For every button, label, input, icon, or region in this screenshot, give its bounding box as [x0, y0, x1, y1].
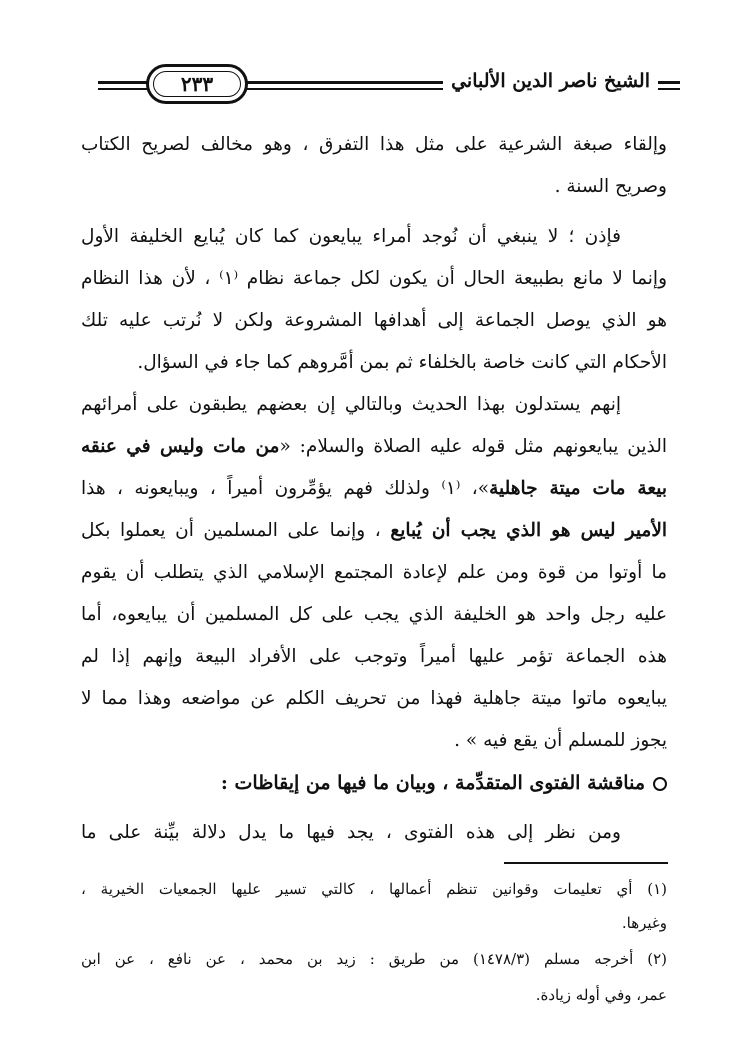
text-line: يجوز للمسلم أن يقع فيه » . — [454, 730, 667, 751]
text-line: عليه رجل واحد هو الخليفة الذي يجب على كل المسلمين أن يبايعوه، أما — [81, 604, 667, 625]
text-line: يبايعوه ماتوا ميتة جاهلية فهذا من تحريف الكلم عن مواضعه وهذا مما لا — [81, 688, 667, 709]
hadith-quote: من مات وليس في عنقه — [81, 436, 280, 457]
text-line: وصريح السنة . — [554, 176, 667, 197]
footnote-line: (١) أي تعليمات وقوانين تنظم أعمالها ، كالتي تسير عليها الجمعيات الخيرية ، — [81, 880, 667, 898]
emphasis-text: الأمير ليس هو الذي يجب أن يُبايع — [390, 520, 668, 541]
hadith-quote: بيعة مات ميتة جاهلية — [489, 478, 667, 499]
running-title: الشيخ ناصر الدين الألباني — [443, 66, 658, 96]
text-line: وإلقاء صبغة الشرعية على مثل هذا التفرق ، وهو مخالف لصريح الكتاب — [81, 134, 667, 155]
text-line: الأحكام التي كانت خاصة بالخلفاء ثم بمن أمَّروهم كما جاء في السؤال. — [137, 352, 667, 373]
footnote-line: عمر، وفي أوله زيادة. — [535, 986, 667, 1004]
circle-bullet-icon — [653, 777, 667, 791]
text-line — [81, 468, 667, 510]
section-heading-text: مناقشة الفتوى المتقدِّمة ، وبيان ما فيها من إيقاظات : — [220, 772, 645, 794]
text-run: »، ⁽١⁾ ولذلك فهم يؤمِّرون أميراً ، ويبايعونه ، هذا — [81, 478, 490, 499]
section-heading — [81, 762, 667, 804]
page-number: ٢٣٣ — [146, 64, 248, 104]
text-line: ما أوتوا من قوة ومن علم لإعادة المجتمع الإسلامي الذي يتطلب أن يقوم — [81, 562, 667, 583]
main-text — [81, 124, 667, 854]
text-line: إنهم يستدلون بهذا الحديث وبالتالي إن بعضهم يطبقون على أمرائهم — [81, 394, 621, 415]
text-line: هو الذي يوصل الجماعة إلى أهدافها المشروعة ولكن لا نُرتب عليه تلك — [81, 310, 667, 331]
text-line: وإنما لا مانع بطبيعة الحال أن يكون لكل جماعة نظام ⁽١⁾ ، لأن هذا النظام — [81, 268, 668, 289]
text-line — [81, 510, 667, 552]
text-line — [81, 426, 667, 468]
text-run: ، وإنما على المسلمين أن يعملوا بكل — [81, 520, 381, 541]
running-header — [98, 62, 680, 108]
footnote-separator — [504, 862, 668, 864]
text-line: فإذن ؛ لا ينبغي أن نُوجد أمراء يبايعون كما كان يُبايع الخليفة الأول — [81, 226, 621, 247]
text-line: ومن نظر إلى هذه الفتوى ، يجد فيها ما يدل دلالة بيِّنة على ما — [81, 822, 621, 843]
footnote-line: (٢) أخرجه مسلم (١٤٧٨/٣) من طريق : زيد بن محمد ، عن نافع ، عن ابن — [81, 950, 668, 968]
text-run: الذين يبايعونهم مثل قوله عليه الصلاة والسلام: « — [279, 436, 667, 457]
text-line: هذه الجماعة تؤمر عليها أميراً وتوجب على الأفراد البيعة وإنهم إذا لم — [81, 646, 667, 667]
footnote-line: وغيرها. — [621, 914, 667, 932]
